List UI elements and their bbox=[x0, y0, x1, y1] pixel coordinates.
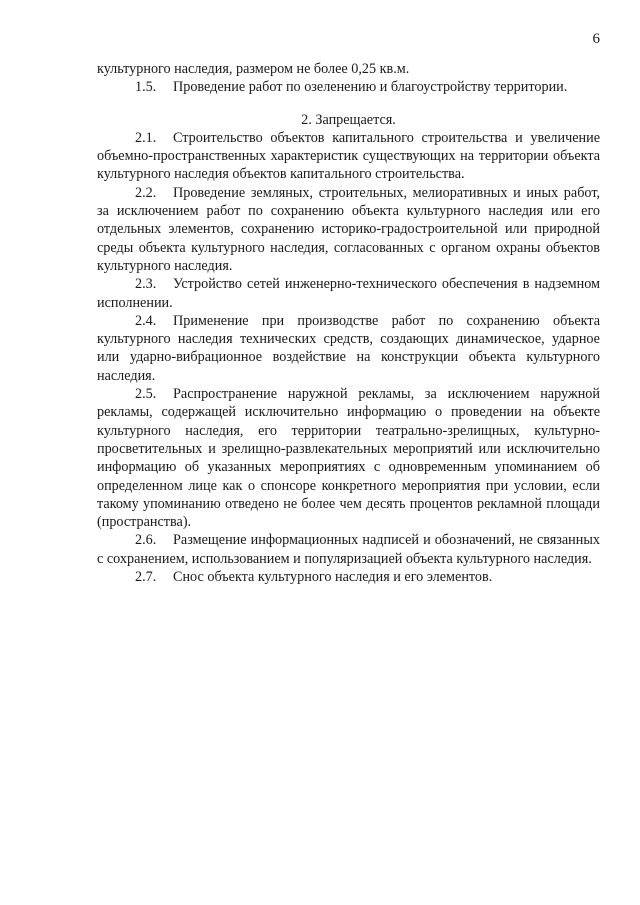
item-number: 2.2. bbox=[135, 184, 157, 201]
item-2-2 bbox=[97, 184, 600, 275]
section-heading: 2. Запрещается. bbox=[301, 111, 396, 128]
item-text: Строительство объектов капитального строительства и увеличение объемно-пространственных характеристик существующих на территории объекта культурного наследия объектов капитального строительства. bbox=[97, 129, 600, 183]
item-number: 2.7. bbox=[135, 569, 157, 586]
continuation-text: культурного наследия, размером не более 0,25 кв.м. bbox=[97, 61, 410, 77]
item-text: Проведение земляных, строительных, мелиоративных и иных работ, за исключением работ по сохранению объекта культурного наследия или его отдельных элементов, сохранению историко-градостроительной или природной среды объекта культурного наследия, согласованных с органом охраны объектов культурного наследия. bbox=[97, 184, 600, 274]
item-text: Проведение работ по озеленению и благоустройству территории. bbox=[173, 79, 568, 96]
item-text: Устройство сетей инженерно-технического обеспечения в надземном исполнении. bbox=[97, 276, 600, 311]
item-2-3 bbox=[97, 275, 600, 312]
item-1-5 bbox=[97, 78, 600, 96]
page-number: 6 bbox=[592, 31, 600, 47]
item-number: 2.6. bbox=[135, 532, 157, 549]
item-text: Размещение информационных надписей и обозначений, не связанных с сохранением, использованием и популяризацией объекта культурного наследия. bbox=[97, 532, 600, 567]
item-number: 1.5. bbox=[135, 79, 157, 96]
item-2-7 bbox=[97, 568, 600, 586]
item-number: 2.1. bbox=[135, 129, 157, 146]
item-text: Распространение наружной рекламы, за исключением наружной рекламы, содержащей исключительно информацию о проведении на объекте культурного наследия, его территории театрально-зрелищных, культурно-просветительных и зрелищно-развлекательных мероприятий или исключительно информацию об указанных мероприятиях с одновременным упоминанием об определенном лице как о спонсоре конкретного мероприятия при условии, если такому упоминанию отведено не более чем десять процентов рекламной площади (пространства). bbox=[97, 386, 600, 531]
item-number: 2.4. bbox=[135, 312, 157, 329]
item-2-4 bbox=[97, 312, 600, 385]
item-text: Применение при производстве работ по сохранению объекта культурного наследия технических средств, создающих динамическое, ударное или ударно-вибрационное воздействие на конструкции объекта культурного наследия. bbox=[97, 312, 600, 384]
document-body bbox=[97, 60, 600, 586]
item-2-5 bbox=[97, 385, 600, 531]
item-number: 2.5. bbox=[135, 386, 157, 403]
item-number: 2.3. bbox=[135, 276, 157, 293]
item-2-1 bbox=[97, 129, 600, 184]
item-2-6 bbox=[97, 531, 600, 568]
item-text: Снос объекта культурного наследия и его элементов. bbox=[173, 569, 493, 586]
